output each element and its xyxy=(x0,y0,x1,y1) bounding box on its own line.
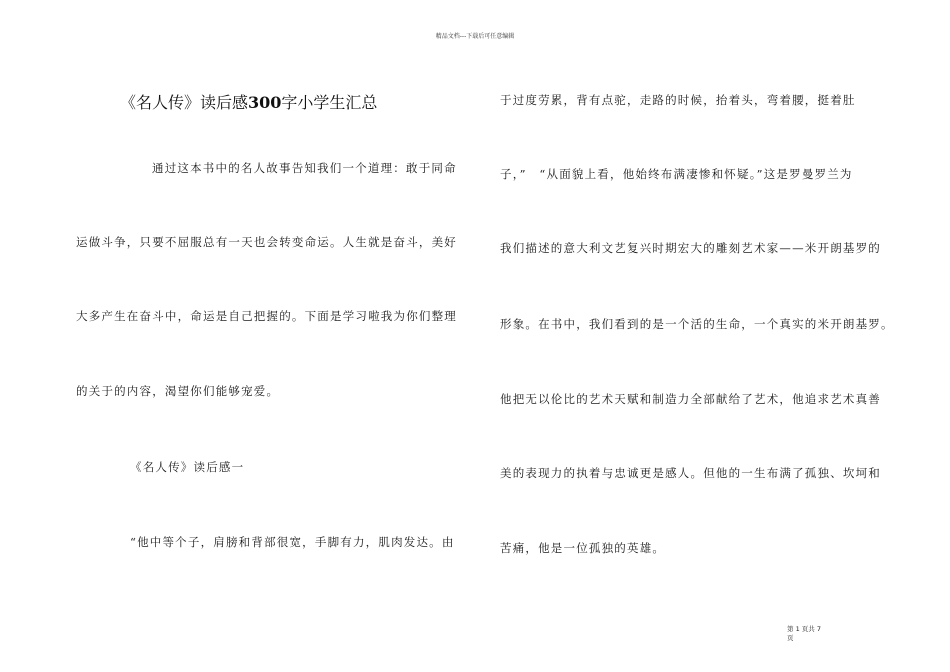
title-text-part1: 《名人传》读后感 xyxy=(120,93,249,112)
paragraph-line: 于过度劳累，背有点驼，走路的时候，抬着头，弯着腰，挺着肚 xyxy=(500,93,856,107)
paragraph-line: 苦痛，他是一位孤独的英雄。 xyxy=(500,541,666,555)
paragraph-line: 大多产生在奋斗中，命运是自己把握的。下面是学习啦我为你们整理 xyxy=(76,309,457,323)
section-heading: 《名人传》读后感一 xyxy=(130,460,245,474)
page-number-line-2: 页 xyxy=(787,634,794,642)
paragraph-line: 形象。在书中，我们看到的是一个活的生命，一个真实的米开朗基罗。 xyxy=(500,317,894,331)
header-note: 精品文档---下载后可任意编辑 xyxy=(435,33,515,40)
paragraph-line: “他中等个子，肩膀和背部很宽，手脚有力，肌肉发达。由 xyxy=(130,535,455,549)
paragraph-line: 他把无以伦比的艺术天赋和制造力全部献给了艺术，他追求艺术真善 xyxy=(500,392,881,406)
paragraph-line: 子，” “从面貌上看，他始终布满凄惨和怀疑。”这是罗曼罗兰为 xyxy=(500,167,853,181)
page-title xyxy=(120,90,377,113)
title-text-part2: 字小学生汇总 xyxy=(281,93,378,112)
paragraph-line: 的关于的内容，渴望你们能够宠爱。 xyxy=(76,384,280,398)
page-number-line-1: 第 1 页共 7 xyxy=(787,625,821,633)
title-number: 300 xyxy=(248,93,282,112)
paragraph-line: 通过这本书中的名人故事告知我们一个道理：敢于同命 xyxy=(152,161,457,175)
page-number xyxy=(787,625,821,643)
paragraph-line: 美的表现力的执着与忠诚更是感人。但他的一生布满了孤独、坎坷和 xyxy=(500,466,881,480)
paragraph-line: 我们描述的意大利文艺复兴时期宏大的雕刻艺术家——米开朗基罗的 xyxy=(500,241,881,255)
paragraph-line: 运做斗争，只要不屈服总有一天也会转变命运。人生就是奋斗，美好 xyxy=(76,235,457,249)
